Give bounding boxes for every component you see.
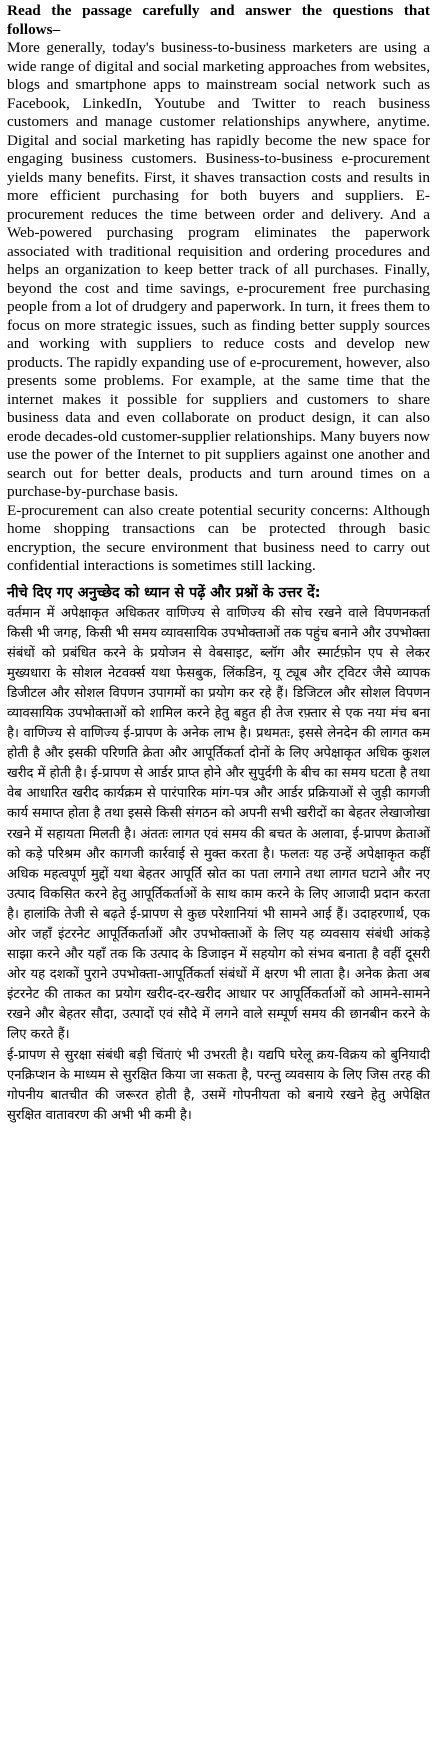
hindi-paragraph-1: वर्तमान में अपेक्षाकृत अधिकतर वाणिज्य से वाणिज्य की सोच रखने वाले विपणनकर्ता किसी भी जगह, किसी भी समय व्यावसायिक उपभोक्ताओं तक पहुंच बनाने और उपभोक्ता संबंधों को प्रबंधित करने के प्रयोजन से वेबसाइट, ब्लॉग और स्मार्टफ़ोन एप से लेकर मुख्यधारा के सोशल नेटवर्क्स यथा फेसबुक, लिंकडिन, यू ट्यूब और ट्विटर जैसे व्यापक डिजीटल और सोशल विपणन उपागमों का प्रयोग कर रहे हैं। डिजिटल और सोशल विपणन व्यावसायिक उपभोक्ताओं को शामिल करने हेतु बहुत ही तेज रफ़्तार से एक नया मंच बना है। वाणिज्य से वाणिज्य ई-प्रापण के अनेक लाभ है। प्रथमतः, इससे लेनदेन की लागत कम होती है और इसकी परिणति क्रेता और आपूर्तिकर्ता दोनों के लिए अपेक्षाकृत अधिक कुशल खरीद में होती है। ई-प्रापण से आर्डर प्राप्त होने और सुपुर्दगी के बीच का समय घटता है तथा वेब आधारित खरीद कार्यक्रम से पारंपारिक मांग-पत्र और आर्डर प्रक्रियाओं से जुड़ी कागजी कार्य समाप्त होता है तथा इससे किसी संगठन को अपनी सभी खरीदों का बेहतर लेखाजोखा रखने में सहायता मिलती है। अंततः लागत एवं समय की बचत के अलावा, ई-प्रापण क्रेताओं को कड़े परिश्रम और कागजी कार्रवाई से मुक्त करता है। फलतः यह उन्हें अपेक्षाकृत कहीं अधिक महत्वपूर्ण मुद्दों यथा बेहतर आपूर्ति स्रोत का पता लगाने तथा लागत घटाने और नए उत्पाद विकसित करने हेतु आपूर्तिकर्ताओं के साथ काम करने के लिए आजादी प्रदान करता है। हालांकि तेजी से बढ़ते ई-प्रापण से कुछ परेशानियां भी सामने आई हैं। उदाहरणार्थ, एक ओर जहाँ इंटरनेट आपूर्तिकर्ताओं और उपभोक्ताओं के लिए यह व्यवसाय संबंधी आंकड़े साझा करने और यहाँ तक कि उत्पाद के डिजाइन में सहयोग को संभव बनाता है वहीं दूसरी ओर यह दशकों पुराने उपभोक्ता-आपूर्तिकर्ता संबंधों में क्षरण भी लाता है। अनेक क्रेता अब इंटरनेट की ताकत का प्रयोग खरीद-दर-खरीद आधार पर आपूर्तिकर्ताओं को आमने-सामने रखने और बेहतर सौदा, उत्पादों एवं सौदे में लगने वाले सम्पूर्ण समय की छानबीन करने के लिए करते हैं। <box>7 605 430 1043</box>
english-heading: Read the passage carefully and answer the questions that follows– <box>7 2 430 38</box>
hindi-paragraph-2: ई-प्रापण से सुरक्षा संबंधी बड़ी चिंताएं भी उभरती है। यद्यपि घरेलू क्रय-विक्रय को बुनियादी एनक्रिप्शन के माध्यम से सुरक्षित किया जा सकता है, परन्तु व्यवसाय के लिए जिस तरह की गोपनीय बातचीत की जरूरत होती है, उसमें गोपनीयता को बनाये रखने हेतु अपेक्षित सुरक्षित वातावरण की अभी भी कमी है। <box>7 1047 430 1123</box>
english-paragraph-1: More generally, today's business-to-business marketers are using a wide range of digital and social marketing approaches from websites, blogs and smartphone apps to mainstream social network such as Facebook, LinkedIn, Youtube and Twitter to reach business customers and manage customer relationships anywhere, anytime. Digital and social marketing has rapidly become the new space for engaging business customers. Business-to-business e-procurement yields many benefits. First, it shaves transaction costs and results in more efficient purchasing for both buyers and suppliers. E-procurement reduces the time between order and delivery. And a Web-powered purchasing program eliminates the paperwork associated with traditional requisition and ordering procedures and helps an organization to keep better track of all purchases. Finally, beyond the cost and time savings, e-procurement free purchasing people from a lot of drudgery and paperwork. In turn, it frees them to focus on more strategic issues, such as finding better supply sources and working with suppliers to reduce costs and develop new products. The rapidly expanding use of e-procurement, however, also presents some problems. For example, at the same time that the internet makes it possible for suppliers and customers to share business data and even collaborate on product design, it can also erode decades-old customer-supplier relationships. Many buyers now use the power of the Internet to pit suppliers against one another and search out for better deals, products and turn around times on a purchase-by-purchase basis. <box>7 39 430 500</box>
hindi-heading: नीचे दिए गए अनुच्छेद को ध्यान से पढ़ें और प्रश्नों के उत्तर दें: <box>7 584 321 601</box>
english-paragraph-2: E-procurement can also create potential security concerns: Although home shopping transactions can be protected through basic encryption, the secure environment that business need to carry out confidential interactions is sometimes still lacking. <box>7 501 430 574</box>
